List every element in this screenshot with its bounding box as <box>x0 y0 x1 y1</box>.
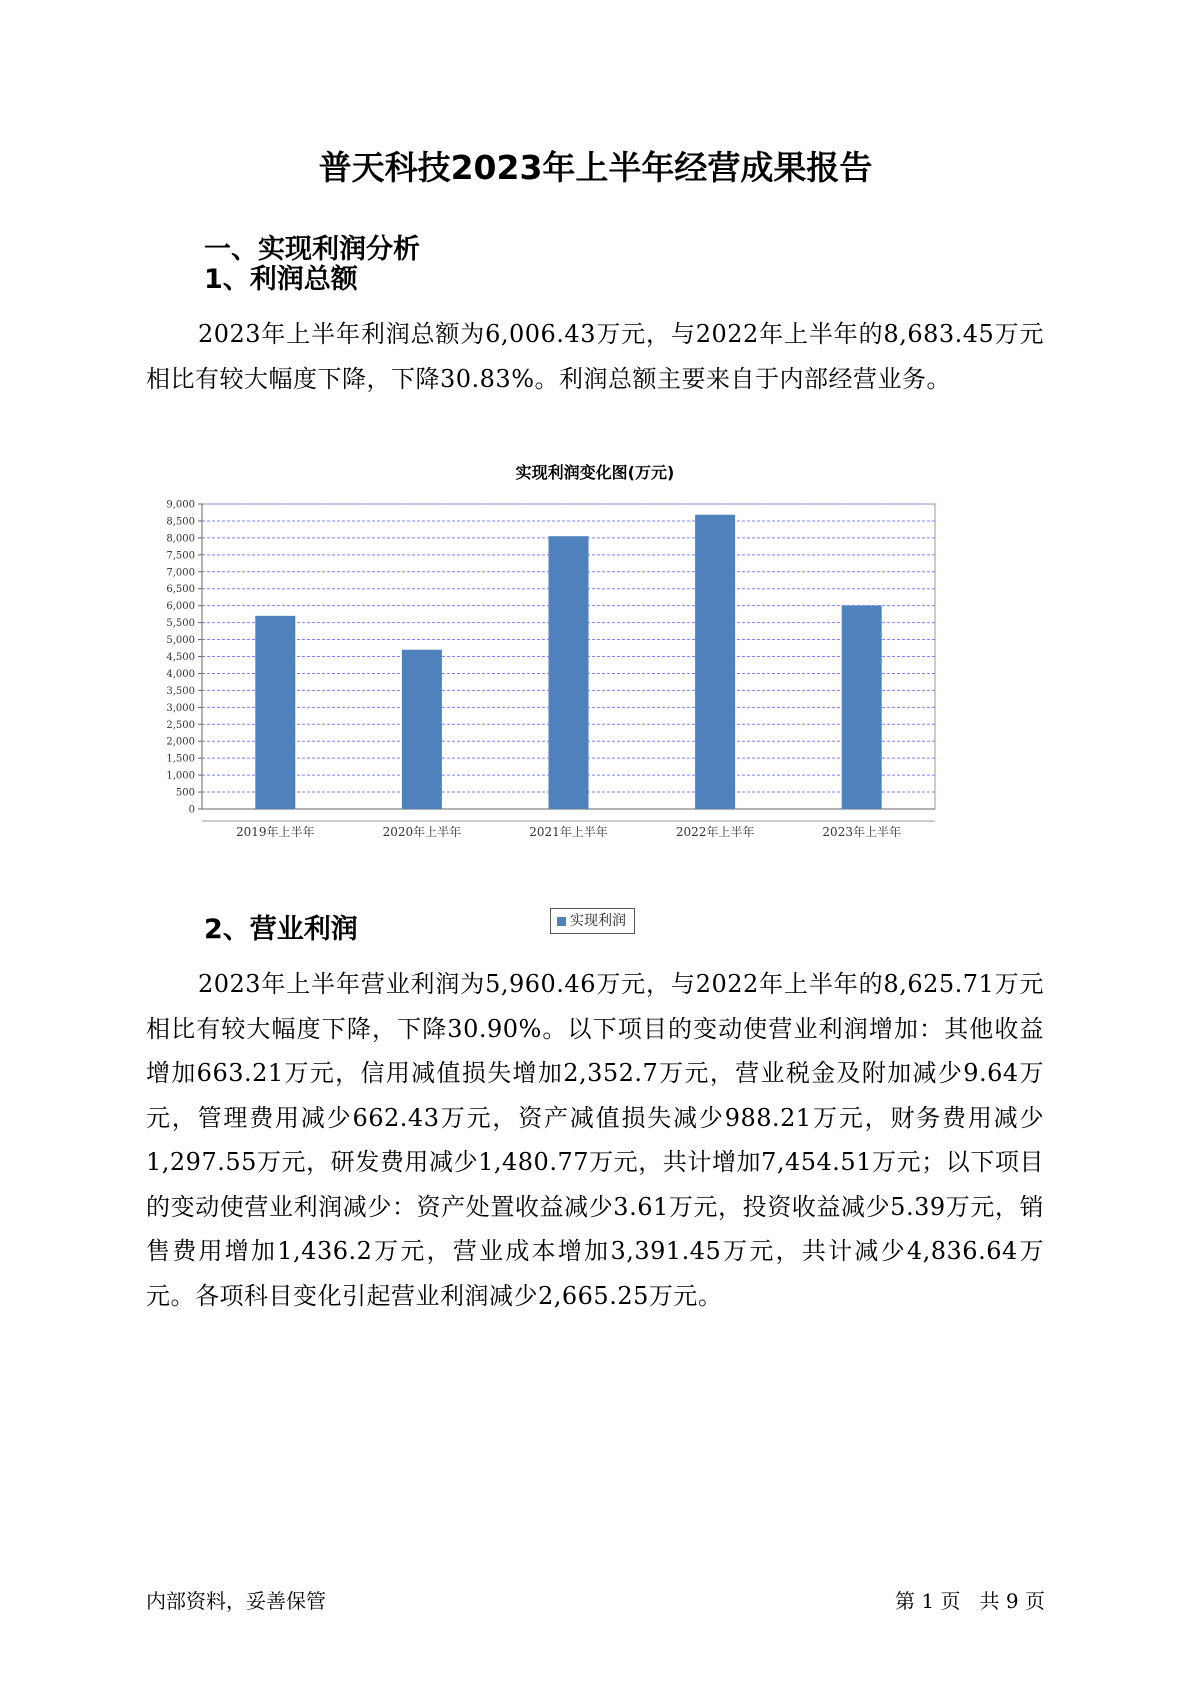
footer-confidential-note: 内部资料，妥善保管 <box>146 1589 326 1613</box>
y-tick-label: 2,500 <box>166 719 195 731</box>
y-tick-label: 1,500 <box>166 753 195 765</box>
bar-1 <box>255 616 295 809</box>
y-tick-label: 3,000 <box>166 702 195 714</box>
x-category-label: 2023年上半年 <box>822 825 901 839</box>
y-tick-label: 6,500 <box>166 584 195 596</box>
y-tick-label: 1,000 <box>166 770 195 782</box>
footer-page-number: 第 1 页 共 9 页 <box>895 1589 1045 1613</box>
y-tick-label: 0 <box>188 804 195 816</box>
x-category-label: 2020年上半年 <box>382 825 462 839</box>
bar-4 <box>695 515 735 809</box>
bar-3 <box>549 536 589 809</box>
chart-legend <box>550 908 635 934</box>
y-tick-label: 7,000 <box>166 567 195 579</box>
paragraph-total-profit: 2023年上半年利润总额为6,006.43万元，与2022年上半年的8,683.45万元相比有较大幅度下降，下降30.83%。利润总额主要来自于内部经营业务。 <box>146 320 1044 393</box>
y-tick-label: 9,000 <box>166 499 195 511</box>
x-category-label: 2021年上半年 <box>529 825 608 839</box>
subsection-heading-operating-profit: 2、营业利润 <box>204 914 358 945</box>
x-category-label: 2022年上半年 <box>675 825 755 839</box>
profit-chart <box>140 463 1050 956</box>
y-tick-label: 6,000 <box>166 601 195 613</box>
y-tick-label: 500 <box>175 787 195 799</box>
y-tick-label: 5,500 <box>166 618 195 630</box>
section-heading-profit-analysis: 一、实现利润分析 <box>204 234 420 265</box>
x-category-label: 2019年上半年 <box>236 825 315 839</box>
y-tick-label: 4,000 <box>166 668 195 680</box>
bar-2 <box>402 650 442 809</box>
paragraph-operating-profit: 2023年上半年营业利润为5,960.46万元，与2022年上半年的8,625.71万元相比有较大幅度下降，下降30.90%。以下项目的变动使营业利润增加：其他收益增加663.21万元，信用减值损失增加2,352.7万元，营业税金及附加减少9.64万元，管理费用减少662.43万元，资产减值损失减少988.21万元，财务费用减少1,297.55万元，研发费用减少1,480.77万元，共计增加7,454.51万元；以下项目的变动使营业利润减少：资产处置收益减少3.61万元，投资收益减少5.39万元，销售费用增加1,436.2万元，营业成本增加3,391.45万元，共计减少4,836.64万元。各项科目变化引起营业利润减少2,665.25万元。 <box>146 970 1044 1310</box>
subsection-heading-total-profit: 1、利润总额 <box>204 264 358 295</box>
profit-bar-chart-svg <box>140 496 1050 956</box>
y-tick-label: 8,000 <box>166 533 195 545</box>
y-tick-label: 4,500 <box>166 652 195 663</box>
y-tick-label: 2,000 <box>166 736 195 748</box>
y-tick-label: 8,500 <box>166 516 195 528</box>
document-title: 普天科技2023年上半年经营成果报告 <box>318 148 873 187</box>
legend-label: 实现利润 <box>570 913 626 929</box>
y-tick-label: 7,500 <box>166 550 195 562</box>
y-tick-label: 3,500 <box>166 685 195 697</box>
bar-5 <box>842 605 882 809</box>
y-tick-label: 5,000 <box>166 635 195 647</box>
legend-swatch <box>557 917 566 926</box>
chart-title: 实现利润变化图(万元) <box>515 463 675 482</box>
